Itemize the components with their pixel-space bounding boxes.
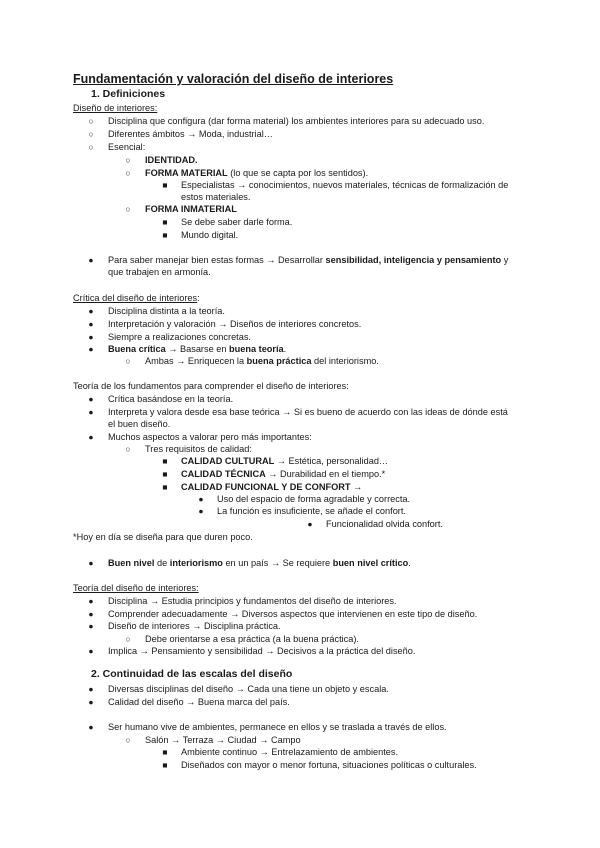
list-item: Ambas → Enriquecen la buena práctica del interiorismo. <box>145 356 379 366</box>
list-item: Implica → Pensamiento y sensibilidad → Decisivos a la práctica del diseño. <box>108 646 416 656</box>
bullet-icon: ● <box>198 506 204 516</box>
bullet-icon: ● <box>88 332 94 342</box>
bullet-icon: ● <box>88 697 94 707</box>
list-item-continued: que trabajen en armonía. <box>108 267 211 277</box>
list-item: Comprender adecuadamente → Diversos aspectos que intervienen en este tipo de diseño. <box>108 609 478 619</box>
footnote: *Hoy en día se diseña para que duren poco. <box>73 532 253 542</box>
list-item: Tres requisitos de calidad: <box>145 444 252 454</box>
bullet-icon: ● <box>88 609 94 619</box>
square-bullet-icon: ■ <box>162 456 168 466</box>
bullet-icon: ● <box>198 494 204 504</box>
square-bullet-icon: ■ <box>162 217 168 227</box>
bullet-icon: ● <box>88 306 94 316</box>
list-item: Muchos aspectos a valorar pero más importantes: <box>108 432 312 442</box>
bullet-icon: ● <box>88 407 94 417</box>
square-bullet-icon: ■ <box>162 230 168 240</box>
list-item: IDENTIDAD. <box>145 155 198 165</box>
list-item: Calidad del diseño → Buena marca del país. <box>108 697 290 707</box>
bullet-icon: ● <box>88 684 94 694</box>
list-item: FORMA MATERIAL (lo que se capta por los sentidos). <box>145 168 369 178</box>
section-heading-continuidad: 2. Continuidad de las escalas del diseño <box>91 668 293 680</box>
list-item: Crítica basándose en la teoría. <box>108 394 234 404</box>
list-item: Buen nivel de interiorismo en un país → Se requiere buen nivel crítico. <box>108 558 411 568</box>
hollow-bullet-icon: ○ <box>125 155 131 165</box>
list-item: Disciplina que configura (dar forma material) los ambientes interiores para su adecuado uso. <box>108 116 485 126</box>
list-item: Funcionalidad olvida confort. <box>326 519 443 529</box>
list-item: Ser humano vive de ambientes, permanece en ellos y se traslada a través de ellos. <box>108 722 447 732</box>
bullet-icon: ● <box>88 319 94 329</box>
subsection-label-critica: Crítica del diseño de interiores: <box>73 293 200 303</box>
list-item: Diseño de interiores → Disciplina práctica. <box>108 621 281 631</box>
hollow-bullet-icon: ○ <box>125 168 131 178</box>
bullet-icon: ● <box>307 519 313 529</box>
bullet-icon: ● <box>88 255 94 265</box>
list-item: Esencial: <box>108 142 146 152</box>
list-item: Para saber manejar bien estas formas → Desarrollar sensibilidad, inteligencia y pensamiento y <box>108 255 509 265</box>
square-bullet-icon: ■ <box>162 469 168 479</box>
list-item: Mundo digital. <box>181 230 239 240</box>
bullet-icon: ● <box>88 344 94 354</box>
bullet-icon: ● <box>88 394 94 404</box>
hollow-bullet-icon: ○ <box>125 444 131 454</box>
list-item: Ambiente continuo → Entrelazamiento de ambientes. <box>181 747 399 757</box>
list-item: CALIDAD FUNCIONAL Y DE CONFORT → <box>181 482 363 492</box>
square-bullet-icon: ■ <box>162 760 168 770</box>
square-bullet-icon: ■ <box>162 482 168 492</box>
bullet-icon: ● <box>88 722 94 732</box>
hollow-bullet-icon: ○ <box>125 735 131 745</box>
list-item: CALIDAD TÉCNICA → Durabilidad en el tiempo.* <box>181 469 386 479</box>
list-item: Debe orientarse a esa práctica (a la buena práctica). <box>145 634 359 644</box>
bullet-icon: ● <box>88 621 94 631</box>
list-item: Salón → Terraza → Ciudad → Campo <box>145 735 301 745</box>
square-bullet-icon: ■ <box>162 180 168 190</box>
list-item: La función es insuficiente, se añade el confort. <box>217 506 406 516</box>
bullet-icon: ● <box>88 646 94 656</box>
list-item: Se debe saber darle forma. <box>181 217 293 227</box>
subsection-label-teoria-fundamentos: Teoría de los fundamentos para comprender el diseño de interiores: <box>73 381 349 391</box>
page-title: Fundamentación y valoración del diseño de interiores <box>73 72 394 86</box>
hollow-bullet-icon: ○ <box>125 204 131 214</box>
bullet-icon: ● <box>88 596 94 606</box>
square-bullet-icon: ■ <box>162 747 168 757</box>
list-item: Siempre a realizaciones concretas. <box>108 332 251 342</box>
list-item: Disciplina → Estudia principios y fundamentos del diseño de interiores. <box>108 596 397 606</box>
hollow-bullet-icon: ○ <box>125 356 131 366</box>
subsection-label-diseno: Diseño de interiores: <box>73 103 158 113</box>
hollow-bullet-icon: ○ <box>88 142 94 152</box>
section-heading-definiciones: 1. Definiciones <box>91 88 166 100</box>
hollow-bullet-icon: ○ <box>125 634 131 644</box>
list-item: Uso del espacio de forma agradable y correcta. <box>217 494 411 504</box>
list-item: Buena crítica → Basarse en buena teoría. <box>108 344 287 354</box>
bullet-icon: ● <box>88 558 94 568</box>
list-item-continued: el buen diseño. <box>108 419 171 429</box>
list-item: Diversas disciplinas del diseño → Cada una tiene un objeto y escala. <box>108 684 389 694</box>
list-item: Diseñados con mayor o menor fortuna, situaciones políticas o culturales. <box>181 760 477 770</box>
list-item: FORMA INMATERIAL <box>145 204 237 214</box>
list-item: Interpreta y valora desde esa base teórica → Si es bueno de acuerdo con las ideas de dónde está <box>108 407 508 417</box>
hollow-bullet-icon: ○ <box>88 116 94 126</box>
subsection-label-teoria: Teoría del diseño de interiores: <box>73 583 199 593</box>
list-item: Diferentes ámbitos → Moda, industrial… <box>108 129 273 139</box>
list-item: CALIDAD CULTURAL → Estética, personalidad… <box>181 456 389 466</box>
bullet-icon: ● <box>88 432 94 442</box>
list-item: Interpretación y valoración → Diseños de interiores concretos. <box>108 319 362 329</box>
list-item-continued: estos materiales. <box>181 192 251 202</box>
list-item: Disciplina distinta a la teoría. <box>108 306 225 316</box>
list-item: Especialistas → conocimientos, nuevos materiales, técnicas de formalización de <box>181 180 509 190</box>
hollow-bullet-icon: ○ <box>88 129 94 139</box>
